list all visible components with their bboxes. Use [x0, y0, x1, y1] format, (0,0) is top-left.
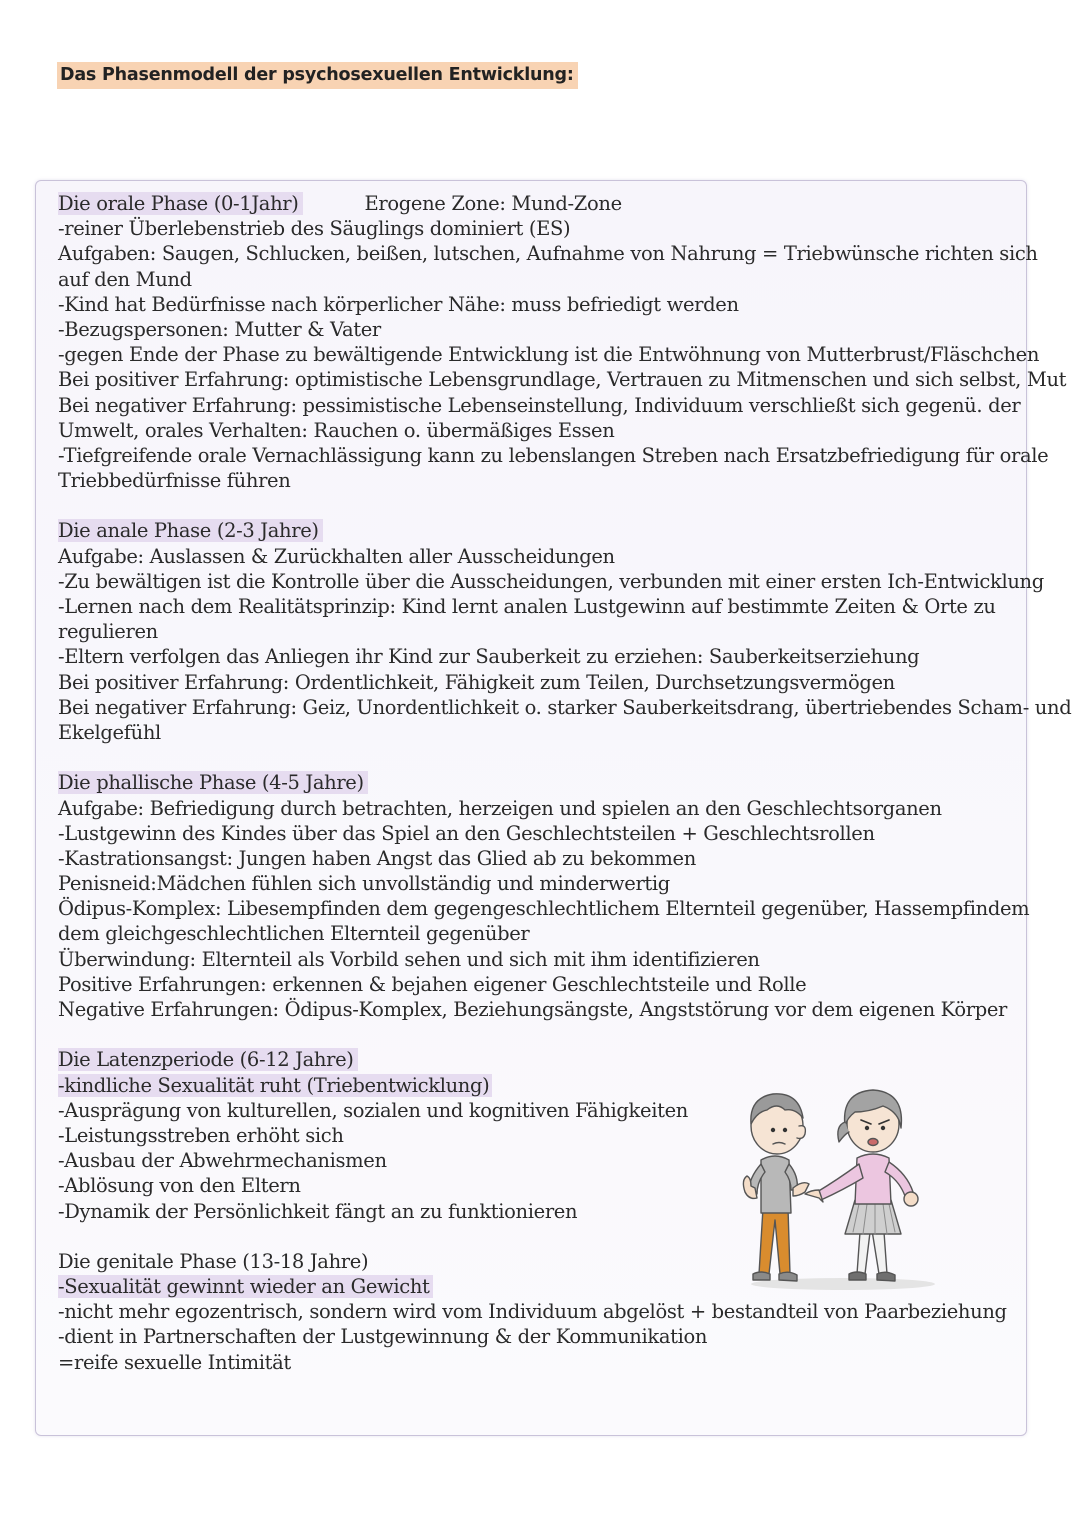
highlighted-note: -kindliche Sexualität ruht (Triebentwicklung)	[58, 1074, 492, 1097]
note-line: -Ausprägung von kulturellen, sozialen und kognitiven Fähigkeiten	[58, 1098, 688, 1122]
girl-mouth	[868, 1139, 878, 1146]
note-line: Ekelgefühl	[58, 720, 161, 744]
erogenous-zone-note: Erogene Zone: Mund-Zone	[364, 192, 622, 215]
note-line: Penisneid:Mädchen fühlen sich unvollständig und minderwertig	[58, 872, 670, 896]
note-line: -Lustgewinn des Kindes über das Spiel an den Geschlechtsteilen + Geschlechtsrollen	[58, 821, 875, 845]
girl-pointing-hand	[805, 1190, 823, 1202]
note-line: Aufgabe: Auslassen & Zurückhalten aller Ausscheidungen	[58, 544, 615, 568]
note-line: Umwelt, orales Verhalten: Rauchen o. übermäßiges Essen	[58, 418, 615, 442]
note-line: -nicht mehr egozentrisch, sondern wird vom Individuum abgelöst + bestandteil von Paarbeziehung	[58, 1300, 1007, 1324]
note-line: Aufgaben: Saugen, Schlucken, beißen, lutschen, Aufnahme von Nahrung = Triebwünsche richten sich	[58, 242, 1038, 266]
section-heading: Die genitale Phase (13-18 Jahre)	[58, 1249, 369, 1273]
note-line: -Ausbau der Abwehrmechanismen	[58, 1149, 387, 1173]
note-line: -Ablösung von den Eltern	[58, 1174, 301, 1198]
section-heading-line	[58, 770, 1018, 795]
note-line: -Kastrationsangst: Jungen haben Angst das Glied ab zu bekommen	[58, 846, 696, 870]
girl-figure	[805, 1090, 918, 1281]
note-line: auf den Mund	[58, 267, 192, 291]
note-line: -Eltern verfolgen das Anliegen ihr Kind zur Sauberkeit zu erziehen: Sauberkeitserziehung	[58, 645, 920, 669]
section-heading: Die orale Phase (0-1Jahr)	[58, 192, 303, 215]
note-line: -Kind hat Bedürfnisse nach körperlicher Nähe: muss befriedigt werden	[58, 292, 739, 316]
note-line: -Leistungsstreben erhöht sich	[58, 1123, 344, 1147]
note-line: -Bezugspersonen: Mutter & Vater	[58, 317, 381, 341]
note-line: Überwindung: Elternteil als Vorbild sehen und sich mit ihm identifizieren	[58, 947, 760, 971]
page-title: Das Phasenmodell der psychosexuellen Entwicklung:	[57, 62, 578, 89]
section-oral-phase	[58, 191, 1067, 493]
section-heading: Die Latenzperiode (6-12 Jahre)	[58, 1048, 358, 1071]
note-line: Negative Erfahrungen: Ödipus-Komplex, Beziehungsängste, Angststörung vor dem eigenen Körper	[58, 998, 1008, 1021]
section-heading: Die anale Phase (2-3 Jahre)	[58, 519, 323, 542]
boy-torso	[761, 1156, 791, 1213]
note-line: Ödipus-Komplex: Libesempfinden dem gegengeschlechtlichem Elternteil gegenüber, Hassempfindem	[58, 897, 1030, 921]
note-line: dem gleichgeschlechtlichen Elternteil gegenüber	[58, 922, 530, 946]
note-line: regulieren	[58, 620, 158, 644]
section-phallic-phase	[58, 770, 1030, 1022]
note-line: -reiner Überlebenstrieb des Säuglings dominiert (ES)	[58, 217, 571, 241]
section-heading: Die phallische Phase (4-5 Jahre)	[58, 771, 368, 794]
section-anal-phase	[58, 518, 1072, 745]
boy-figure	[743, 1094, 809, 1281]
note-line: Bei negativer Erfahrung: pessimistische Lebenseinstellung, Individuum verschließt sich gegenü. der	[58, 393, 1021, 417]
note-line: Aufgabe: Befriedigung durch betrachten, herzeigen und spielen an den Geschlechtsorganen	[58, 796, 942, 820]
section-heading-line	[58, 191, 1018, 216]
boy-legs	[759, 1208, 790, 1274]
note-line: -Zu bewältigen ist die Kontrolle über die Ausscheidungen, verbunden mit einer ersten Ich-Entwicklung	[58, 569, 1044, 593]
boy-eye	[771, 1128, 775, 1132]
boy-shoes	[753, 1272, 797, 1281]
note-line: -Lernen nach dem Realitätsprinzip: Kind lernt analen Lustgewinn auf bestimmte Zeiten & Orte zu	[58, 595, 996, 618]
note-line: -Dynamik der Persönlichkeit fängt an zu funktionieren	[58, 1199, 578, 1223]
boy-eye	[783, 1128, 787, 1132]
section-heading-line	[58, 518, 1018, 543]
girl-eye	[865, 1126, 869, 1130]
note-line: Bei positiver Erfahrung: optimistische Lebensgrundlage, Vertrauen zu Mitmenschen und sich selbst, Mut	[58, 368, 1067, 392]
note-line: =reife sexuelle Intimität	[58, 1350, 291, 1374]
girl-fist	[904, 1192, 918, 1206]
girl-eye	[881, 1126, 885, 1130]
note-line: -gegen Ende der Phase zu bewältigende Entwicklung ist die Entwöhnung von Mutterbrust/Fläschchen	[58, 343, 1040, 367]
note-line: -dient in Partnerschaften der Lustgewinnung & der Kommunikation	[58, 1325, 708, 1349]
highlighted-note: -Sexualität gewinnt wieder an Gewicht	[58, 1275, 433, 1298]
note-line: -Tiefgreifende orale Vernachlässigung kann zu lebenslangen Streben nach Ersatzbefriedigung für orale	[58, 443, 1049, 467]
note-line: Triebbedürfnisse führen	[58, 469, 291, 493]
note-line: Bei negativer Erfahrung: Geiz, Unordentlichkeit o. starker Sauberkeitsdrang, übertriebendes Scham- und	[58, 695, 1072, 719]
children-illustration	[733, 1068, 943, 1293]
note-line: Bei positiver Erfahrung: Ordentlichkeit, Fähigkeit zum Teilen, Durchsetzungsvermögen	[58, 670, 895, 694]
note-line: Positive Erfahrungen: erkennen & bejahen eigener Geschlechtsteile und Rolle	[58, 972, 807, 996]
